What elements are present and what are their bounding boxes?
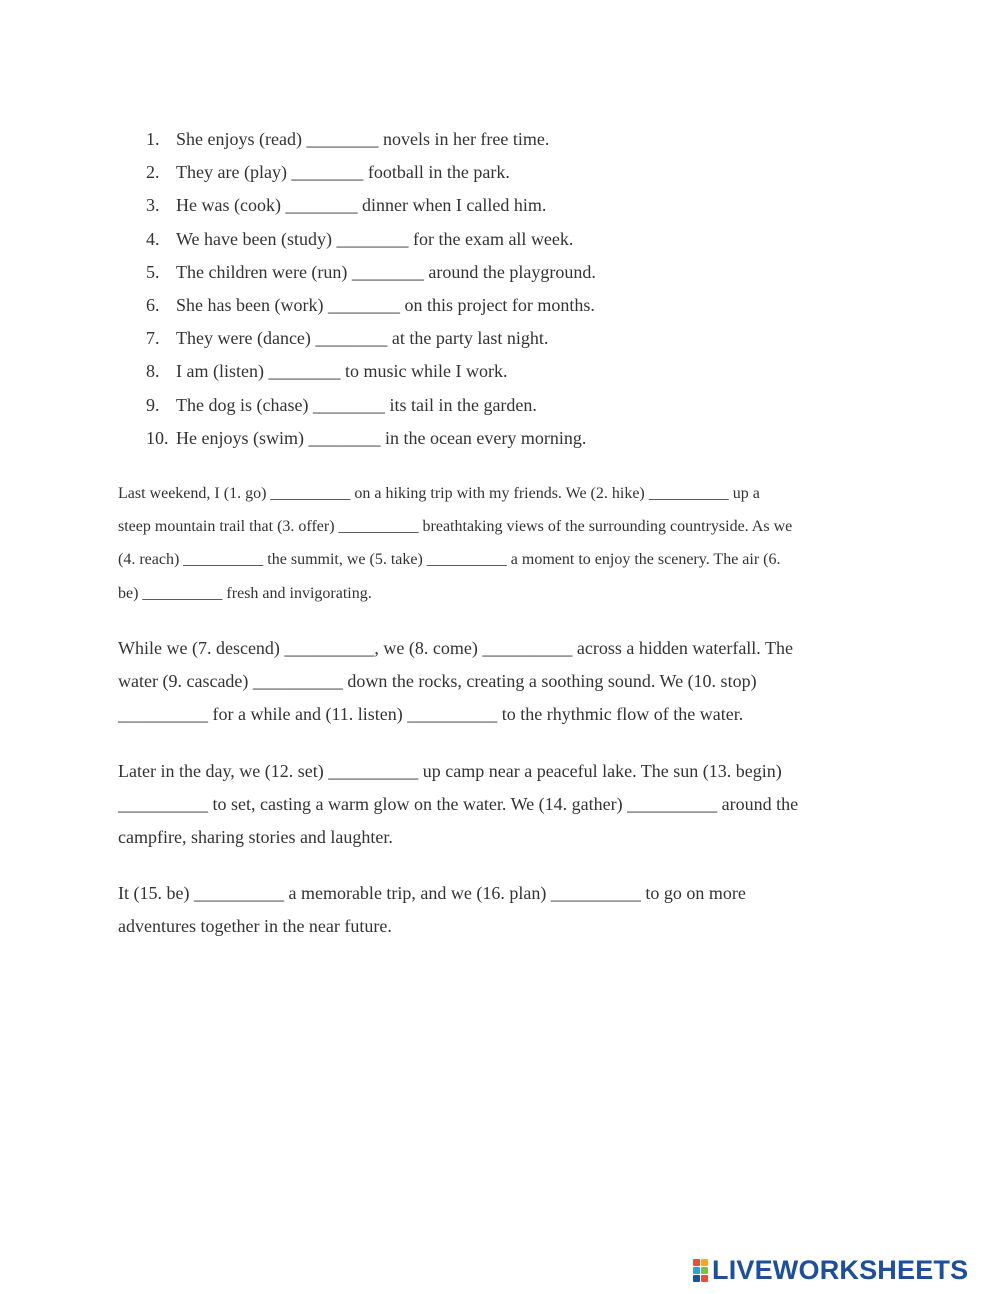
logo-text: LIVEWORKSHEETS [712, 1255, 969, 1285]
exercise-list [146, 125, 596, 457]
exercise-item [146, 357, 596, 390]
logo-mark-square [701, 1275, 708, 1282]
exercise-text: She has been (work) ________ on this project for months. [176, 294, 595, 315]
paragraph-line: adventures together in the near future. [118, 916, 392, 937]
logo-mark-square [693, 1259, 700, 1266]
logo-mark-square [701, 1259, 708, 1266]
exercise-number: 10. [146, 427, 169, 448]
paragraph-line: __________ for a while and (11. listen) __________ to the rhythmic flow of the water. [118, 704, 744, 725]
story-paragraph-2 [118, 634, 888, 734]
liveworksheets-logo [693, 1255, 968, 1285]
exercise-number: 9. [146, 394, 160, 415]
story-paragraph-1 [118, 480, 888, 613]
logo-mark-square [693, 1275, 700, 1282]
exercise-item [146, 424, 596, 457]
paragraph-line: steep mountain trail that (3. offer) __________ breathtaking views of the surrounding countryside. As we [118, 518, 793, 536]
exercise-item [146, 324, 596, 357]
exercise-number: 8. [146, 361, 160, 382]
exercise-number: 3. [146, 195, 160, 216]
paragraph-line: Last weekend, I (1. go) __________ on a hiking trip with my friends. We (2. hike) __________ up a [118, 485, 760, 502]
paragraph-line: Later in the day, we (12. set) __________ up camp near a peaceful lake. The sun (13. begin) [118, 761, 782, 781]
exercise-item [146, 191, 596, 224]
exercise-number: 2. [146, 162, 160, 183]
exercise-item [146, 225, 596, 258]
exercise-number: 4. [146, 228, 160, 249]
exercise-text: She enjoys (read) ________ novels in her free time. [176, 129, 550, 149]
paragraph-line: It (15. be) __________ a memorable trip, and we (16. plan) __________ to go on more [118, 883, 746, 903]
exercise-item [146, 391, 596, 424]
paragraph-line: be) __________ fresh and invigorating. [118, 584, 372, 602]
exercise-number: 6. [146, 294, 160, 315]
exercise-text: He was (cook) ________ dinner when I called him. [176, 195, 547, 216]
exercise-item [146, 258, 596, 291]
logo-mark-square [701, 1267, 708, 1274]
exercise-text: The children were (run) ________ around the playground. [176, 261, 596, 282]
exercise-number: 5. [146, 261, 160, 282]
exercise-number: 7. [146, 328, 160, 349]
story-paragraph-4 [118, 879, 888, 945]
story-paragraph-3 [118, 757, 888, 857]
paragraph-line: water (9. cascade) __________ down the rocks, creating a soothing sound. We (10. stop) [118, 671, 757, 692]
exercise-text: The dog is (chase) ________ its tail in the garden. [176, 394, 537, 415]
exercise-text: They were (dance) ________ at the party last night. [176, 328, 549, 349]
exercise-text: We have been (study) ________ for the exam all week. [176, 228, 574, 249]
logo-mark-square [693, 1267, 700, 1274]
exercise-text: They are (play) ________ football in the park. [176, 162, 510, 183]
exercise-item [146, 125, 596, 158]
paragraph-line: While we (7. descend) __________, we (8. come) __________ across a hidden waterfall. The [118, 638, 793, 658]
paragraph-line: __________ to set, casting a warm glow on the water. We (14. gather) __________ around the [118, 794, 799, 815]
exercise-item [146, 158, 596, 191]
paragraph-line: (4. reach) __________ the summit, we (5. take) __________ a moment to enjoy the scenery. The air (6. [118, 551, 781, 569]
exercise-text: He enjoys (swim) ________ in the ocean every morning. [176, 427, 587, 448]
logo-mark-icon [693, 1259, 708, 1282]
exercise-number: 1. [146, 129, 160, 149]
exercise-item [146, 291, 596, 324]
paragraph-line: campfire, sharing stories and laughter. [118, 827, 393, 848]
exercise-text: I am (listen) ________ to music while I work. [176, 361, 508, 382]
